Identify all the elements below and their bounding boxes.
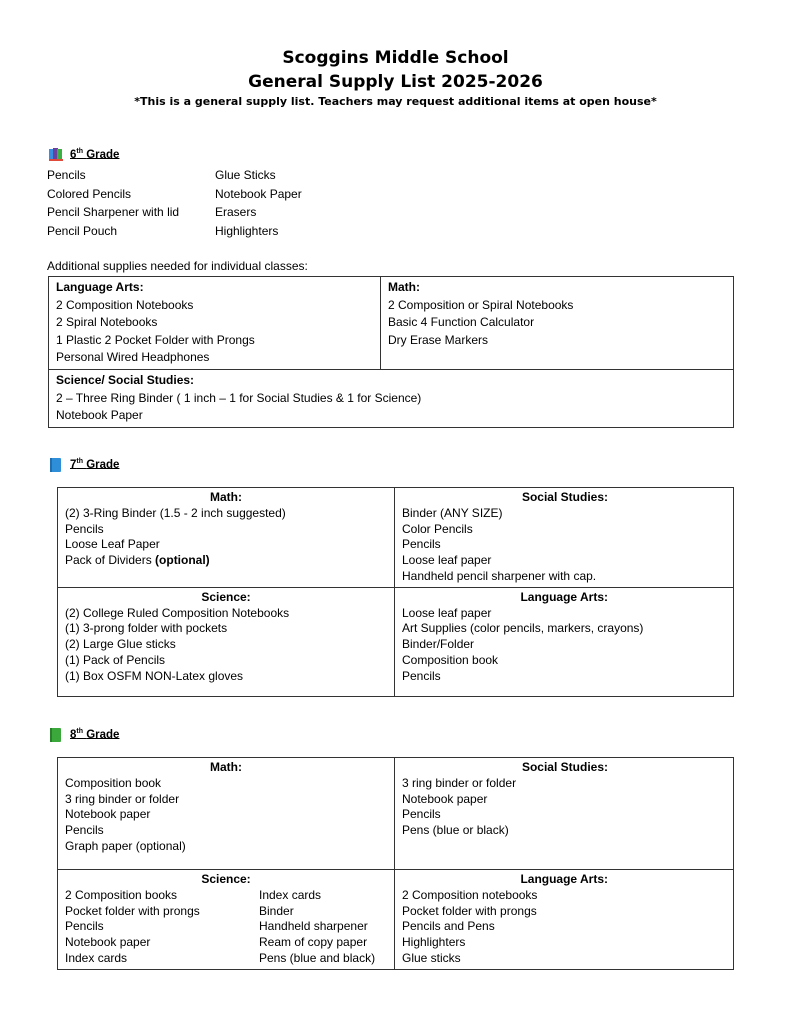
list-item: Notebook paper xyxy=(65,807,151,822)
additional-supplies-label: Additional supplies needed for individual classes: xyxy=(47,259,308,273)
list-item: Index cards xyxy=(65,950,128,965)
list-item: (1) 3-prong folder with pockets xyxy=(65,621,228,636)
cell-title: Social Studies: xyxy=(521,760,608,774)
cell-title: Science/ Social Studies: xyxy=(56,373,195,387)
grade-8-heading xyxy=(48,727,119,741)
cell-title: Science: xyxy=(201,872,251,886)
list-item: Pencils and Pens xyxy=(402,919,495,934)
cell-title: Math: xyxy=(388,280,420,294)
list-item: 2 Composition notebooks xyxy=(402,887,538,902)
list-item: (1) Pack of Pencils xyxy=(65,652,166,667)
list-item: Loose Leaf Paper xyxy=(65,537,160,552)
list-item: 2 Composition books xyxy=(65,887,178,902)
list-item: Highlighters xyxy=(402,935,466,950)
list-item: Highlighters xyxy=(215,223,279,238)
list-item: Glue sticks xyxy=(402,950,461,965)
list-item: Pocket folder with prongs xyxy=(402,903,537,918)
cell-title: Language Arts: xyxy=(520,872,608,886)
grade-7-table xyxy=(57,487,734,697)
list-item: 3 ring binder or folder xyxy=(65,791,180,806)
cell-title: Language Arts: xyxy=(520,589,608,604)
list-item: Ream of copy paper xyxy=(259,935,368,950)
list-item: Binder xyxy=(259,903,294,918)
green-book-icon xyxy=(48,727,62,741)
list-item: Pencil Pouch xyxy=(47,223,118,238)
list-item: Notebook Paper xyxy=(56,408,143,422)
list-item: Pencils xyxy=(47,168,86,182)
list-item: (2) 3-Ring Binder (1.5 - 2 inch suggested) xyxy=(65,505,286,520)
grade-6-science-social-cell xyxy=(49,370,734,428)
list-item: Pocket folder with prongs xyxy=(65,903,200,918)
list-item: 2 Composition Notebooks xyxy=(56,297,194,312)
list-item: Graph paper (optional) xyxy=(65,838,186,853)
grade-6-language-arts-cell xyxy=(49,277,381,370)
page-title: General Supply List 2025-2026 xyxy=(248,72,543,92)
list-item: (1) Box OSFM NON-Latex gloves xyxy=(65,668,244,683)
list-item: 1 Plastic 2 Pocket Folder with Prongs xyxy=(56,332,255,347)
cell-title: Social Studies: xyxy=(521,490,608,504)
books-icon xyxy=(48,147,62,161)
school-name: Scoggins Middle School xyxy=(282,48,509,68)
supply-list-note: *This is a general supply list. Teachers may request additional items at open house* xyxy=(134,95,657,108)
list-item: Pens (blue or black) xyxy=(402,823,509,838)
list-item: Pencils xyxy=(402,668,441,683)
list-item: Composition book xyxy=(402,652,499,667)
list-item: Binder/Folder xyxy=(402,637,475,652)
grade-6-heading xyxy=(48,147,119,161)
grade-7-heading xyxy=(48,457,119,471)
grade-7-label: 7th Grade xyxy=(70,457,120,471)
list-item: (2) Large Glue sticks xyxy=(65,637,176,652)
grade-6-math-cell xyxy=(381,277,734,370)
list-item: 2 – Three Ring Binder ( 1 inch – 1 for Social Studies & 1 for Science) xyxy=(56,390,422,405)
grade-7-social-studies-cell xyxy=(395,488,734,588)
list-item: Basic 4 Function Calculator xyxy=(388,315,535,329)
list-item: 2 Composition or Spiral Notebooks xyxy=(388,297,574,312)
list-item: Pencils xyxy=(65,823,104,838)
list-item: Loose leaf paper xyxy=(402,605,492,620)
list-item: Handheld pencil sharpener with cap. xyxy=(402,568,597,583)
grade-8-language-arts-cell xyxy=(395,870,734,970)
grade-7-language-arts-cell xyxy=(395,587,734,696)
grade-8-social-studies-cell xyxy=(395,758,734,870)
list-item: Pens (blue and black) xyxy=(259,950,376,965)
list-item: Glue Sticks xyxy=(215,168,276,182)
list-item: Personal Wired Headphones xyxy=(56,350,210,364)
grade-8-science-cell xyxy=(58,870,395,970)
list-item: Colored Pencils xyxy=(47,186,132,201)
grade-7-science-cell xyxy=(58,587,395,696)
list-item: Pencil Sharpener with lid xyxy=(47,205,180,219)
blue-book-icon xyxy=(48,457,62,471)
list-item: Binder (ANY SIZE) xyxy=(402,505,503,520)
list-item: Pencils xyxy=(402,807,441,822)
list-item: Art Supplies (color pencils, markers, crayons) xyxy=(402,621,644,636)
grade-6-general-col1 xyxy=(47,166,179,240)
list-item: Color Pencils xyxy=(402,521,473,536)
grade-8-table xyxy=(57,757,734,970)
list-item: 3 ring binder or folder xyxy=(402,775,517,790)
list-item: Notebook paper xyxy=(402,791,488,806)
list-item: Dry Erase Markers xyxy=(388,332,489,347)
list-item: Pencils xyxy=(65,919,104,934)
list-item: Erasers xyxy=(215,205,257,219)
grade-8-math-cell xyxy=(58,758,395,870)
cell-title: Math: xyxy=(210,490,242,504)
list-item: Notebook paper xyxy=(65,935,151,950)
list-item: Handheld sharpener xyxy=(259,919,368,934)
grade-6-table xyxy=(48,276,734,428)
list-item: Loose leaf paper xyxy=(402,553,492,568)
list-item: Pencils xyxy=(65,521,104,536)
grade-6-general-col2 xyxy=(215,166,302,240)
cell-title: Math: xyxy=(210,760,242,774)
list-item: (2) College Ruled Composition Notebooks xyxy=(65,605,290,620)
list-item: Pencils xyxy=(402,537,441,552)
grade-7-math-cell xyxy=(58,488,395,588)
list-item: Notebook Paper xyxy=(215,186,302,201)
grade-8-label: 8th Grade xyxy=(70,727,120,741)
list-item: 2 Spiral Notebooks xyxy=(56,315,158,329)
list-item: Pack of Dividers (optional) xyxy=(65,553,210,568)
cell-title: Language Arts: xyxy=(56,280,144,294)
list-item: Composition book xyxy=(65,775,162,790)
cell-title: Science: xyxy=(201,589,251,604)
grade-6-label: 6th Grade xyxy=(70,147,120,161)
list-item: Index cards xyxy=(259,887,322,902)
